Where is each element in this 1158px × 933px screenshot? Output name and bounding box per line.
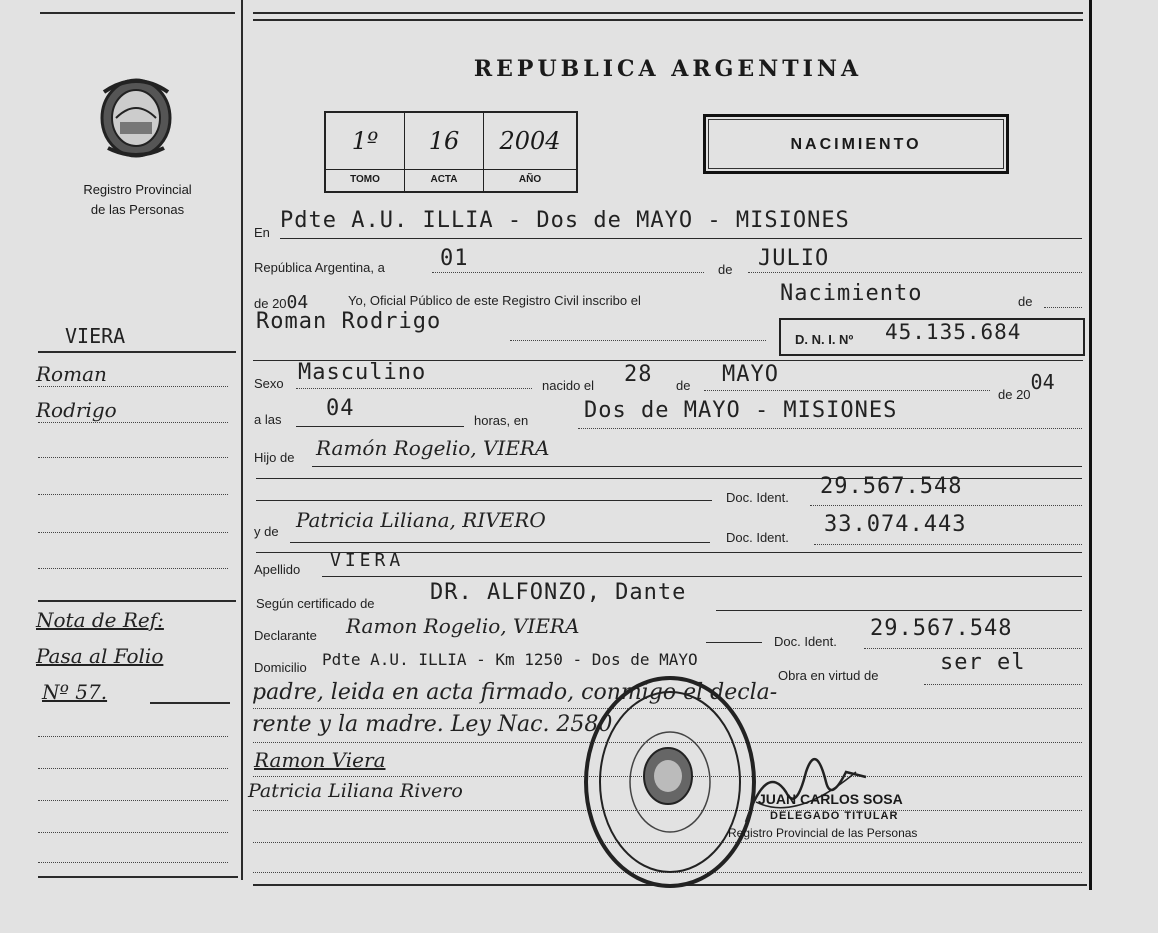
tomo-cell bbox=[326, 113, 405, 191]
birth-place-line bbox=[578, 428, 1082, 429]
top-rule-right-2 bbox=[253, 19, 1083, 21]
provincial-emblem-icon bbox=[94, 70, 178, 162]
sexo-value: Masculino bbox=[298, 360, 427, 385]
sidebar-dots-7 bbox=[38, 736, 228, 737]
hour-line bbox=[296, 426, 464, 427]
birth-year-prefix: de 20 bbox=[998, 387, 1031, 402]
obra-value: ser el bbox=[940, 650, 1026, 675]
sexo-label: Sexo bbox=[254, 376, 284, 391]
apellido-value: VIERA bbox=[330, 550, 405, 571]
day-line bbox=[432, 272, 704, 273]
place-line bbox=[280, 238, 1082, 239]
obra-label: Obra en virtud de bbox=[778, 668, 879, 683]
birth-year-value: 04 bbox=[1030, 370, 1055, 394]
page-title: REPUBLICA ARGENTINA bbox=[473, 56, 863, 82]
registry-line-1: Registro Provincial bbox=[83, 182, 192, 197]
sexo-line bbox=[296, 388, 532, 389]
birth-month-line bbox=[704, 390, 990, 391]
declarante-line bbox=[706, 642, 762, 643]
apellido-line bbox=[322, 576, 1082, 577]
doc-label-father: Doc. Ident. bbox=[726, 490, 789, 505]
ano-value: 2004 bbox=[499, 127, 561, 155]
day-value: 01 bbox=[440, 246, 469, 271]
domicilio-label: Domicilio bbox=[254, 660, 307, 675]
de-label-2: de bbox=[1018, 294, 1033, 309]
dni-box bbox=[779, 318, 1085, 356]
place-value: Pdte A.U. ILLIA - Dos de MAYO - MISIONES bbox=[280, 208, 850, 233]
acta-label: ACTA bbox=[405, 169, 483, 185]
sidebar-dots-11 bbox=[38, 862, 228, 863]
de-line-2 bbox=[1044, 307, 1082, 308]
father-doc-spacer-line bbox=[256, 500, 712, 501]
child-name: Roman Rodrigo bbox=[256, 309, 442, 334]
acta-cell bbox=[405, 113, 484, 191]
birth-month: MAYO bbox=[722, 362, 779, 387]
sidebar-surname: VIERA bbox=[65, 324, 126, 348]
ano-label: AÑO bbox=[484, 169, 576, 185]
sidebar-dots-3 bbox=[38, 457, 228, 458]
dni-value: 45.135.684 bbox=[885, 320, 1022, 344]
top-rule-left bbox=[40, 12, 235, 14]
hijo-label: Hijo de bbox=[254, 450, 295, 465]
year-prefix-text: de 20 bbox=[254, 296, 287, 311]
hour-value: 04 bbox=[326, 396, 355, 421]
text-line-1: padre, leida en acta firmado, conmigo el decla- bbox=[252, 680, 778, 705]
sidebar-note-1: Nota de Ref: bbox=[36, 608, 164, 632]
father-name: Ramón Rogelio, VIERA bbox=[316, 436, 550, 460]
tomo-value: 1º bbox=[351, 127, 379, 155]
alas-label: a las bbox=[254, 412, 282, 427]
republica-label: República Argentina, a bbox=[254, 260, 385, 275]
mother-name: Patricia Liliana, RIVERO bbox=[296, 508, 546, 532]
child-name-line bbox=[510, 340, 766, 341]
apellido-label: Apellido bbox=[254, 562, 301, 577]
nacido-label: nacido el bbox=[542, 378, 595, 393]
top-rule-right bbox=[253, 12, 1083, 14]
tomo-label: TOMO bbox=[326, 169, 404, 185]
doc-label-declarante: Doc. Ident. bbox=[774, 634, 837, 649]
father-doc: 29.567.548 bbox=[820, 474, 963, 499]
mother-line bbox=[290, 542, 710, 543]
yde-label: y de bbox=[254, 524, 279, 539]
birth-day: 28 bbox=[624, 362, 653, 387]
sidebar-rule-1 bbox=[38, 351, 236, 353]
birth-year bbox=[998, 370, 1055, 404]
sidebar-given-2: Rodrigo bbox=[36, 398, 117, 422]
official-seal-icon bbox=[580, 672, 760, 892]
sidebar-dots-9 bbox=[38, 800, 228, 801]
sidebar-note-2: Pasa al Folio bbox=[36, 644, 164, 668]
sidebar-rule-3 bbox=[150, 702, 230, 704]
doc-label-mother: Doc. Ident. bbox=[726, 530, 789, 545]
sidebar-dots-6 bbox=[38, 568, 228, 569]
en-label: En bbox=[254, 225, 270, 240]
father-line bbox=[312, 466, 1082, 467]
column-divider bbox=[241, 0, 243, 880]
act-type: NACIMIENTO bbox=[708, 119, 1004, 169]
registry-name bbox=[40, 180, 235, 220]
acta-value: 16 bbox=[428, 127, 460, 155]
official-name: JUAN CARLOS SOSA bbox=[758, 791, 903, 807]
declarante-doc-line bbox=[864, 648, 1082, 649]
year-value: 04 bbox=[286, 292, 309, 313]
certificate-value: DR. ALFONZO, Dante bbox=[430, 580, 687, 605]
de-label-3: de bbox=[676, 378, 691, 393]
official-office: Registro Provincial de las Personas bbox=[728, 826, 918, 840]
sidebar-dots-8 bbox=[38, 768, 228, 769]
sidebar-note-3: Nº 57. bbox=[42, 680, 108, 704]
father-doc-line bbox=[810, 505, 1082, 506]
horas-label: horas, en bbox=[474, 413, 529, 428]
ano-cell bbox=[484, 113, 576, 191]
month-line bbox=[748, 272, 1082, 273]
obra-line bbox=[924, 684, 1082, 685]
certificate-line bbox=[716, 610, 1082, 611]
sidebar-rule-bottom bbox=[38, 876, 238, 878]
sidebar-dots-4 bbox=[38, 494, 228, 495]
dni-label: D. N. I. Nº bbox=[795, 332, 854, 347]
text-line-2: rente y la madre. Ley Nac. 2580 bbox=[252, 712, 613, 737]
mother-doc-line bbox=[814, 544, 1082, 545]
sidebar-dots-2 bbox=[38, 422, 228, 423]
registry-line-2: de las Personas bbox=[90, 202, 185, 217]
right-border bbox=[1089, 0, 1092, 890]
oficial-text: Yo, Oficial Público de este Registro Civil inscribo el bbox=[348, 293, 641, 308]
month-value: JULIO bbox=[758, 246, 830, 271]
official-title: DELEGADO TITULAR bbox=[770, 810, 899, 822]
signature-father: Ramon Viera bbox=[254, 748, 386, 772]
de-label: de bbox=[718, 262, 733, 277]
declarante-value: Ramon Rogelio, VIERA bbox=[346, 614, 580, 638]
segun-label: Según certificado de bbox=[256, 596, 375, 611]
sidebar-dots-1 bbox=[38, 386, 228, 387]
inscribed-value: Nacimiento bbox=[780, 281, 923, 306]
signature-mother: Patricia Liliana Rivero bbox=[248, 780, 463, 802]
sidebar-dots-10 bbox=[38, 832, 228, 833]
mother-doc: 33.074.443 bbox=[824, 512, 967, 537]
declarante-doc: 29.567.548 bbox=[870, 616, 1013, 641]
domicilio-value: Pdte A.U. ILLIA - Km 1250 - Dos de MAYO bbox=[322, 650, 698, 669]
sidebar-given-1: Roman bbox=[36, 362, 107, 386]
act-type-box bbox=[703, 114, 1009, 174]
birth-place: Dos de MAYO - MISIONES bbox=[584, 398, 898, 423]
declarante-label: Declarante bbox=[254, 628, 317, 643]
record-box bbox=[324, 111, 578, 193]
sidebar-dots-5 bbox=[38, 532, 228, 533]
sidebar-rule-2 bbox=[38, 600, 236, 602]
